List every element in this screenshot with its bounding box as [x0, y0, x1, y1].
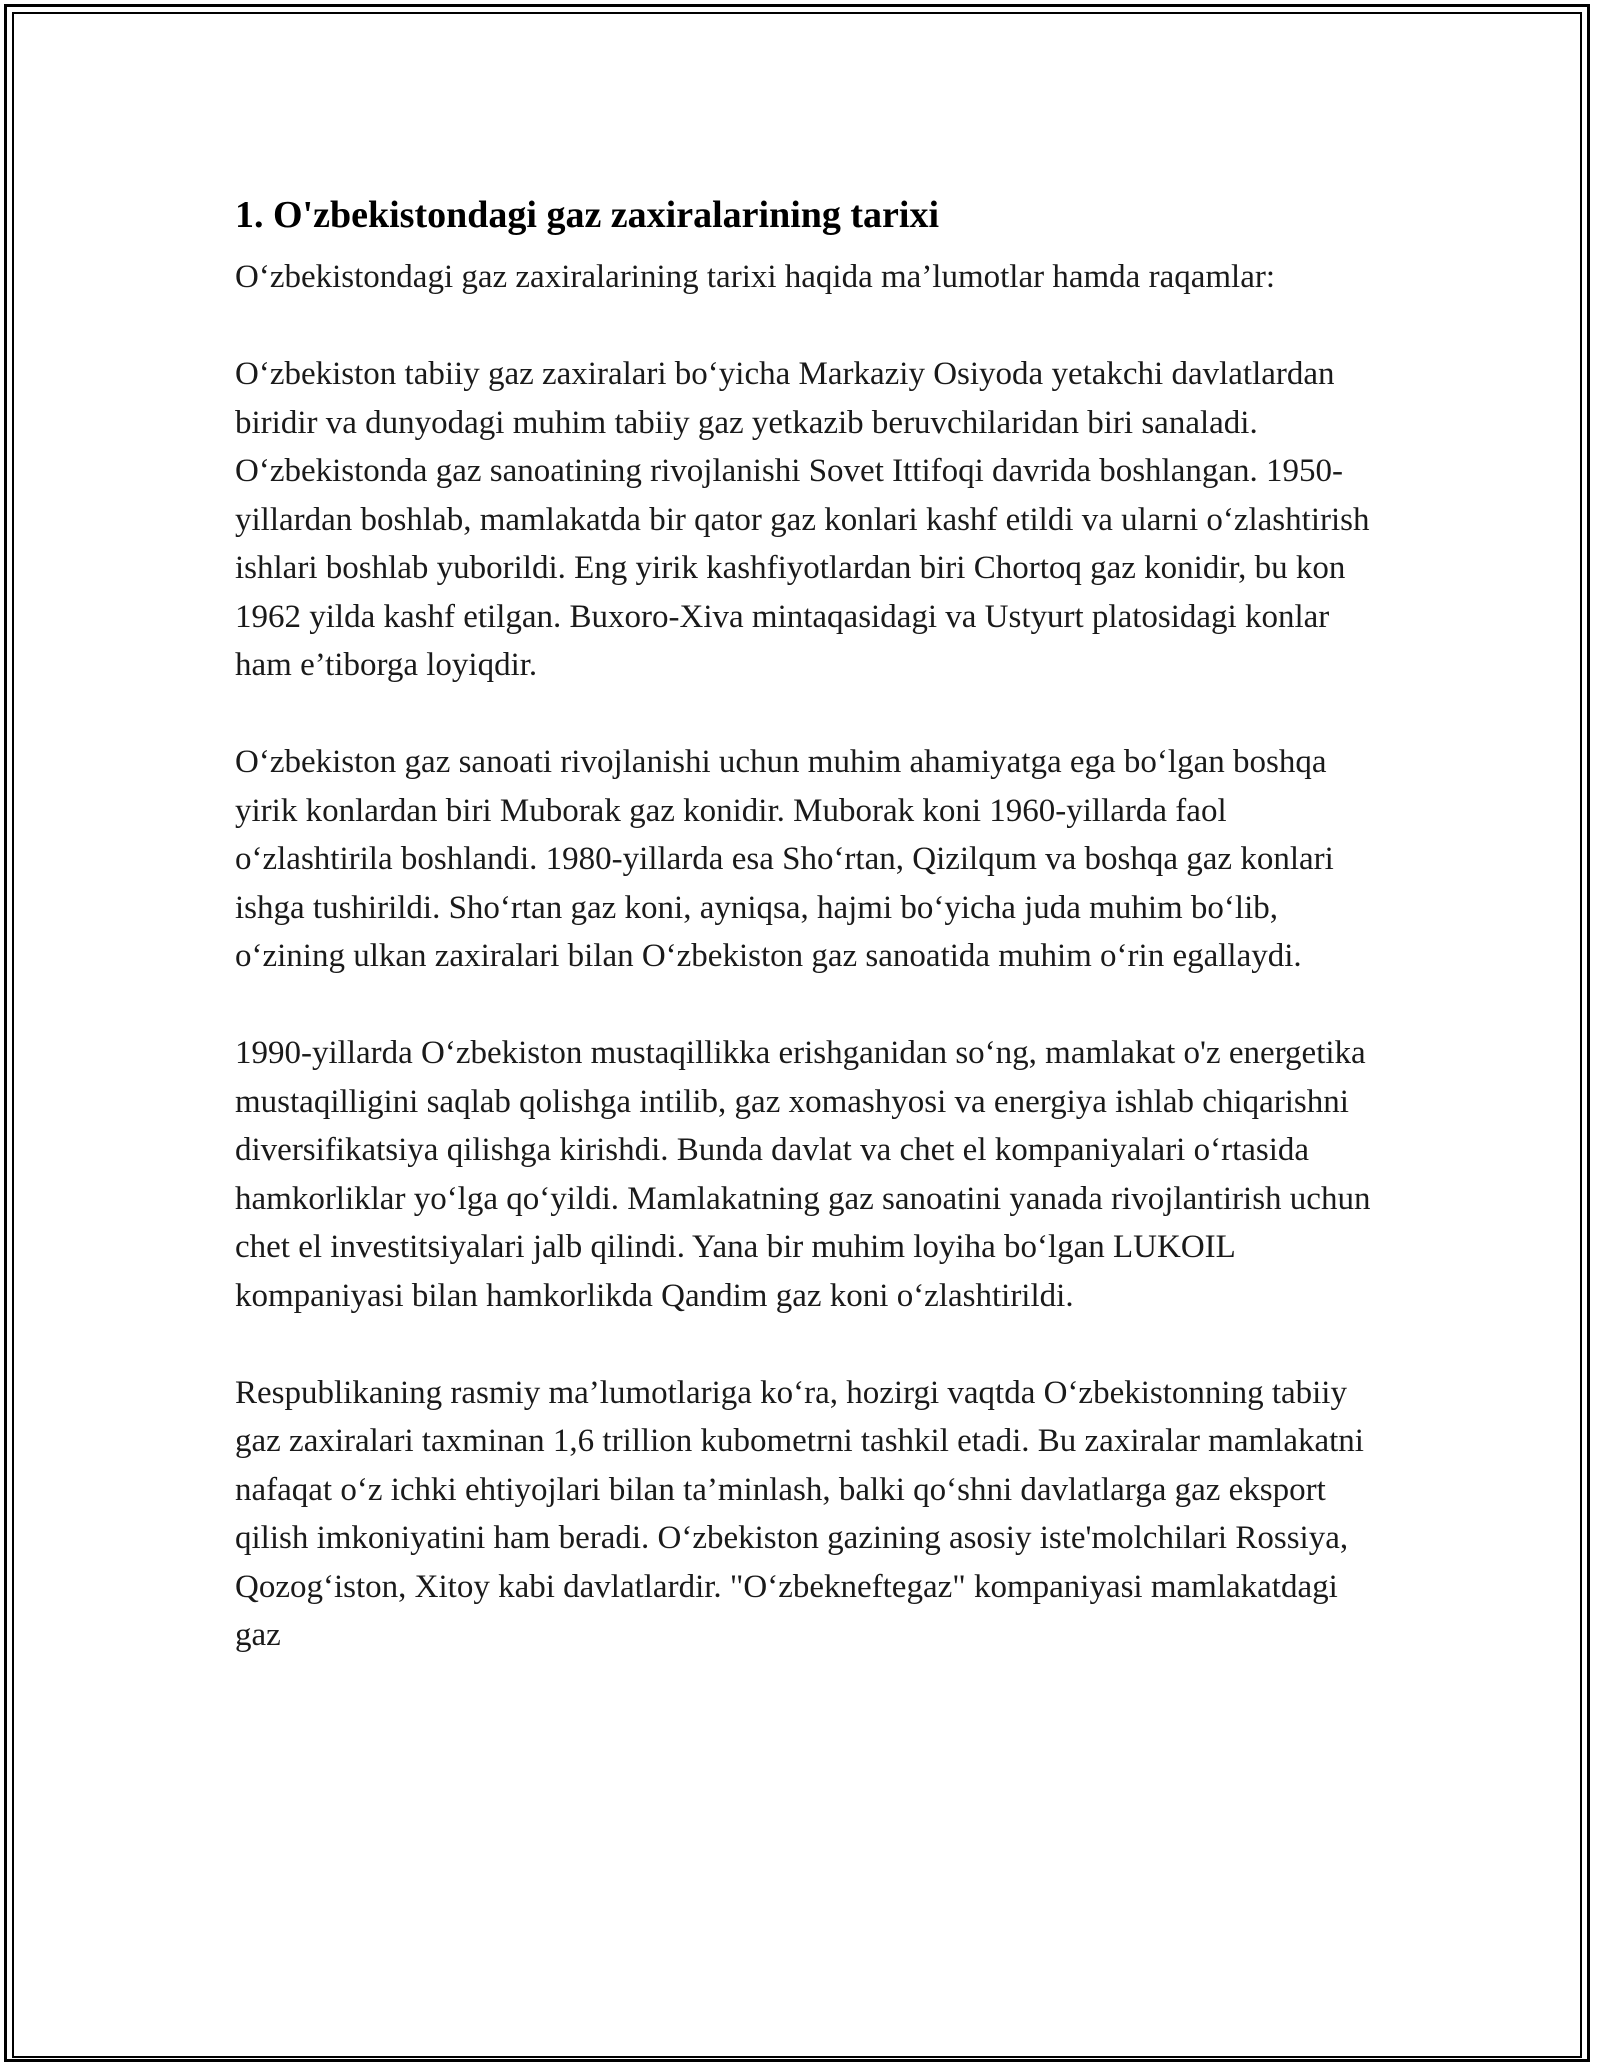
document-body	[235, 185, 1375, 1708]
paragraph-independence-era: 1990-yillarda O‘zbekiston mustaqillikka erishganidan so‘ng, mamlakat o'z energetika mustaqilligini saqlab qolishga intilib, gaz xomashyosi va energiya ishlab chiqarishni diversifikatsiya qilishga kirishdi. Bunda davlat va chet el kompaniyalari o‘rtasida hamkorliklar yo‘lga qo‘yildi. Mamlakatning gaz sanoatini yanada rivojlantirish uchun chet el investitsiyalari jalb qilindi. Yana bir muhim loyiha bo‘lgan LUKOIL kompaniyasi bilan hamkorlikda Qandim gaz koni o‘zlashtirildi.	[235, 1035, 1371, 1314]
document-title: 1. O'zbekistondagi gaz zaxiralarining tarixi	[235, 194, 940, 236]
paragraph-intro: O‘zbekistondagi gaz zaxiralarining tarixi haqida ma’lumotlar hamda raqamlar:	[235, 259, 1275, 295]
paragraph-early-history: O‘zbekiston tabiiy gaz zaxiralari bo‘yicha Markaziy Osiyoda yetakchi davlatlardan biridir va dunyodagi muhim tabiiy gaz yetkazib beruvchilaridan biri sanaladi. O‘zbekistonda gaz sanoatining rivojlanishi Sovet Ittifoqi davrida boshlangan. 1950-yillardan boshlab, mamlakatda bir qator gaz konlari kashf etildi va ularni o‘zlashtirish ishlari boshlab yuborildi. Eng yirik kashfiyotlardan biri Chortoq gaz konidir, bu kon 1962 yilda kashf etilgan. Buxoro-Xiva mintaqasidagi va Ustyurt platosidagi konlar ham e’tiborga loyiqdir.	[235, 356, 1370, 683]
paragraph-major-fields: O‘zbekiston gaz sanoati rivojlanishi uchun muhim ahamiyatga ega bo‘lgan boshqa yirik konlardan biri Muborak gaz konidir. Muborak koni 1960-yillarda faol o‘zlashtirila boshlandi. 1980-yillarda esa Sho‘rtan, Qizilqum va boshqa gaz konlari ishga tushirildi. Sho‘rtan gaz koni, ayniqsa, hajmi bo‘yicha juda muhim bo‘lib, o‘zining ulkan zaxiralari bilan O‘zbekiston gaz sanoatida muhim o‘rin egallaydi.	[235, 744, 1334, 974]
paragraph-current-reserves: Respublikaning rasmiy ma’lumotlariga ko‘ra, hozirgi vaqtda O‘zbekistonning tabiiy gaz zaxiralari taxminan 1,6 trillion kubometrni tashkil etadi. Bu zaxiralar mamlakatni nafaqat o‘z ichki ehtiyojlari bilan ta’minlash, balki qo‘shni davlatlarga gaz eksport qilish imkoniyatini ham beradi. O‘zbekiston gazining asosiy iste'molchilari Rossiya, Qozog‘iston, Xitoy kabi davlatlardir. "O‘zbekneftegaz" kompaniyasi mamlakatdagi gaz	[235, 1374, 1364, 1653]
